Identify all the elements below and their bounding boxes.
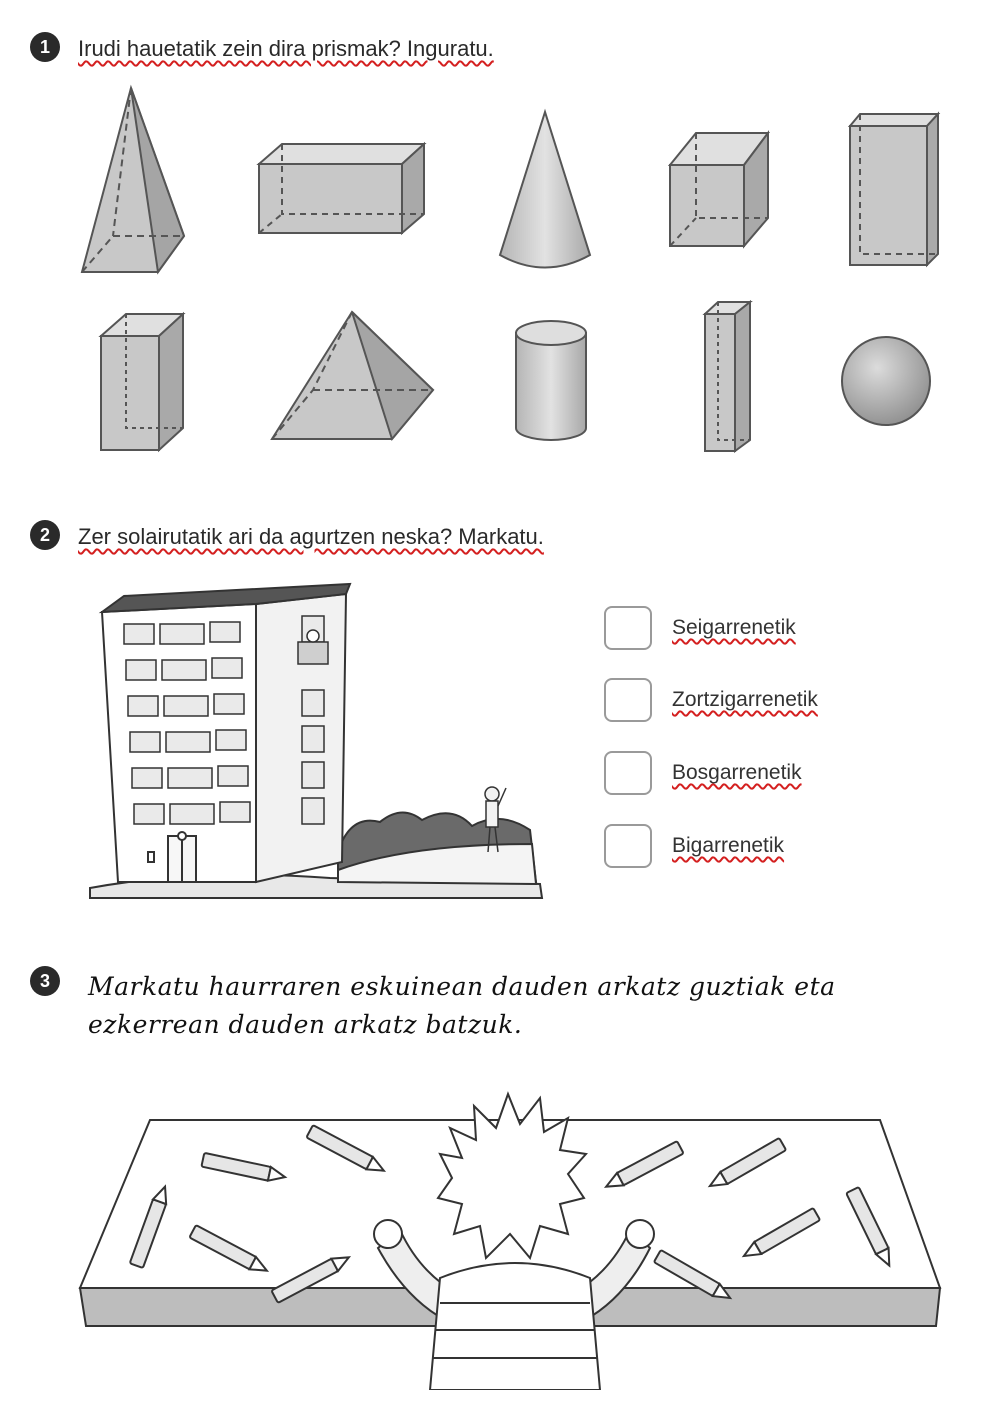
checkbox-4[interactable] xyxy=(604,824,652,868)
cone-icon[interactable] xyxy=(500,112,590,268)
vertical-prism-icon[interactable] xyxy=(101,314,183,450)
building-illustration xyxy=(80,582,560,900)
option-label-3: Bosgarrenetik xyxy=(672,761,802,784)
question-2-text: Zer solairutatik ari da agurtzen neska? Markatu. xyxy=(78,524,544,549)
sphere-icon[interactable] xyxy=(842,337,930,425)
shapes-grid xyxy=(0,0,1000,470)
cube-icon[interactable] xyxy=(670,133,768,246)
question-3-line-2: ezkerrean dauden arkatz batzuk. xyxy=(88,1010,523,1039)
option-row-4 xyxy=(604,822,784,870)
option-row-3 xyxy=(604,749,802,797)
rectangular-prism-icon[interactable] xyxy=(259,144,424,233)
tall-prism-icon[interactable] xyxy=(850,114,938,265)
option-label-1: Seigarrenetik xyxy=(672,616,796,639)
slim-prism-icon[interactable] xyxy=(705,302,750,451)
option-row-1 xyxy=(604,604,796,652)
checkbox-2[interactable] xyxy=(604,678,652,722)
question-number-3: 3 xyxy=(30,966,60,996)
cylinder-icon[interactable] xyxy=(516,321,586,440)
option-row-2 xyxy=(604,676,818,724)
pyramid-square-icon[interactable] xyxy=(82,88,184,272)
question-1-text: Irudi hauetatik zein dira prismak? Inguratu. xyxy=(78,36,494,61)
question-3-line-1: Markatu haurraren eskuinean dauden arkatz guztiak eta xyxy=(88,972,836,1001)
question-number-1: 1 xyxy=(30,32,60,62)
checkbox-3[interactable] xyxy=(604,751,652,795)
question-number-2: 2 xyxy=(30,520,60,550)
table-illustration xyxy=(60,1058,970,1390)
option-label-2: Zortzigarrenetik xyxy=(672,688,818,711)
wide-pyramid-icon[interactable] xyxy=(272,312,433,439)
option-label-4: Bigarrenetik xyxy=(672,834,785,857)
checkbox-1[interactable] xyxy=(604,606,652,650)
